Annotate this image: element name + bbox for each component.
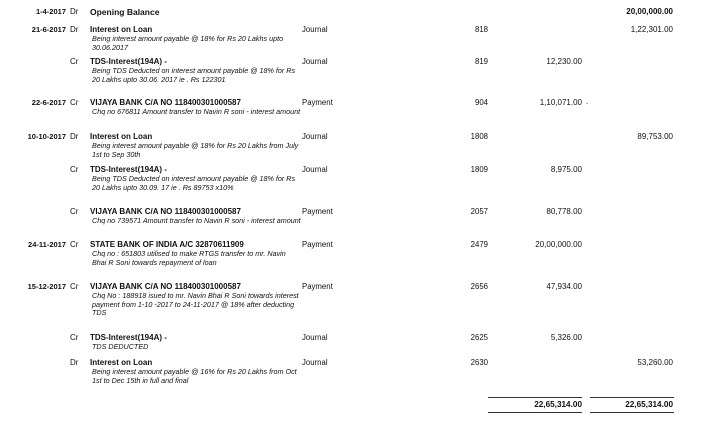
entry-debit-amount: 20,00,000.00	[535, 240, 582, 249]
debit-total-underline	[488, 412, 582, 413]
entry-date: 24-11-2017	[28, 240, 66, 249]
entry-dr-cr: Dr	[70, 132, 79, 141]
entry-dr-cr: Dr	[70, 7, 79, 16]
entry-voucher-type: Journal	[302, 132, 328, 141]
entry-date: 1-4-2017	[35, 7, 66, 16]
entry-date: 15-12-2017	[27, 282, 66, 291]
entry-voucher-type: Payment	[302, 207, 333, 216]
entry-voucher-type: Journal	[302, 333, 328, 342]
entry-credit-amount: 53,260.00	[637, 358, 673, 367]
entry-debit-amount: 12,230.00	[546, 57, 582, 66]
entry-account: TDS-Interest(194A) -	[90, 333, 167, 342]
entry-voucher-type: Journal	[302, 25, 328, 34]
entry-debit-amount: 8,975.00	[550, 165, 582, 174]
entry-credit-amount: 1,22,301.00	[630, 25, 673, 34]
entry-voucher-number: 2479	[470, 240, 488, 249]
entry-debit-amount: 47,934.00	[546, 282, 582, 291]
entry-account: Opening Balance	[90, 7, 160, 17]
entry-debit-amount: 1,10,071.00	[539, 98, 582, 107]
entry-dr-cr: Cr	[70, 57, 79, 66]
entry-account: Interest on Loan	[90, 25, 153, 34]
entry-account: STATE BANK OF INDIA A/C 32870611909	[90, 240, 244, 249]
entry-account: VIJAYA BANK C/A NO 118400301000587	[90, 282, 241, 291]
entry-narration: Being interest amount payable @ 18% for Rs 20 Lakhs from July 1st to Sep 30th	[92, 141, 299, 159]
entry-account: VIJAYA BANK C/A NO 118400301000587	[90, 98, 241, 107]
entry-dr-cr: Cr	[70, 165, 79, 174]
entry-debit-amount: 5,326.00	[550, 333, 582, 342]
entry-voucher-number: 1809	[470, 165, 488, 174]
entry-date: 21-6-2017	[31, 25, 66, 34]
debit-total: 22,65,314.00	[534, 400, 582, 409]
entry-dr-cr: Cr	[70, 240, 79, 249]
entry-narration: Chq No : 188918 isued to mr. Navin Bhai R Soni towards interest payment from 1-10 -2017 to 24-11-2017 @ 18% after deducting TDS	[92, 291, 299, 318]
entry-narration: TDS DEDUCTED	[92, 342, 149, 351]
entry-voucher-number: 1808	[470, 132, 488, 141]
entry-narration: Chq no 739571 Amount transfer to Navin R soni - interest amount	[92, 216, 301, 225]
entry-voucher-number: 818	[474, 25, 488, 34]
tick-mark: .	[586, 97, 589, 106]
entry-dr-cr: Cr	[70, 207, 79, 216]
entry-date: 10-10-2017	[27, 132, 66, 141]
entry-voucher-number: 2656	[470, 282, 488, 291]
entry-dr-cr: Dr	[70, 25, 79, 34]
entry-voucher-type: Payment	[302, 282, 333, 291]
credit-total: 22,65,314.00	[625, 400, 673, 409]
entry-voucher-type: Journal	[302, 57, 328, 66]
entry-credit-amount: 89,753.00	[637, 132, 673, 141]
entry-voucher-type: Payment	[302, 98, 333, 107]
entry-voucher-number: 819	[474, 57, 488, 66]
entry-date: 22-6-2017	[31, 98, 66, 107]
entry-dr-cr: Cr	[70, 282, 79, 291]
entry-voucher-number: 904	[474, 98, 488, 107]
entry-account: VIJAYA BANK C/A NO 118400301000587	[90, 207, 241, 216]
entry-narration: Being TDS Deducted on interest amount payable @ 18% for Rs 20 Lakhs upto 30.06. 2017 ie . Rs 122301	[92, 66, 296, 84]
entry-narration: Being interest amount payable @ 18% for Rs 20 Lakhs upto 30.06.2017	[92, 34, 284, 52]
entry-voucher-type: Payment	[302, 240, 333, 249]
entry-dr-cr: Dr	[70, 358, 79, 367]
entry-voucher-number: 2057	[470, 207, 488, 216]
entry-account: TDS-Interest(194A) -	[90, 165, 167, 174]
entry-account: Interest on Loan	[90, 132, 153, 141]
credit-total-underline	[590, 412, 674, 413]
entry-narration: Being interest amount payable @ 16% for Rs 20 Lakhs from Oct 1st to Dec 15th in full and final	[92, 367, 297, 385]
entry-dr-cr: Cr	[70, 333, 79, 342]
debit-total-rule	[488, 397, 582, 398]
entry-credit-amount: 20,00,000.00	[626, 7, 673, 16]
entry-narration: Chq no : 651803 utilised to make RTGS transfer to mr. Navin Bhai R Soni towards repayment of loan	[92, 249, 286, 267]
entry-debit-amount: 80,778.00	[546, 207, 582, 216]
entry-voucher-type: Journal	[302, 165, 328, 174]
entry-dr-cr: Cr	[70, 98, 79, 107]
entry-voucher-type: Journal	[302, 358, 328, 367]
credit-total-rule	[590, 397, 674, 398]
entry-voucher-number: 2630	[470, 358, 488, 367]
entry-account: TDS-Interest(194A) -	[90, 57, 167, 66]
entry-narration: Being TDS Deducted on interest amount payable @ 18% for Rs 20 Lakhs upto 30.09. 17 ie . Rs 89753 x10%	[92, 174, 296, 192]
entry-voucher-number: 2625	[470, 333, 488, 342]
entry-account: Interest on Loan	[90, 358, 153, 367]
entry-narration: Chq no 676811 Amount transfer to Navin R soni - interest amount	[92, 107, 301, 116]
